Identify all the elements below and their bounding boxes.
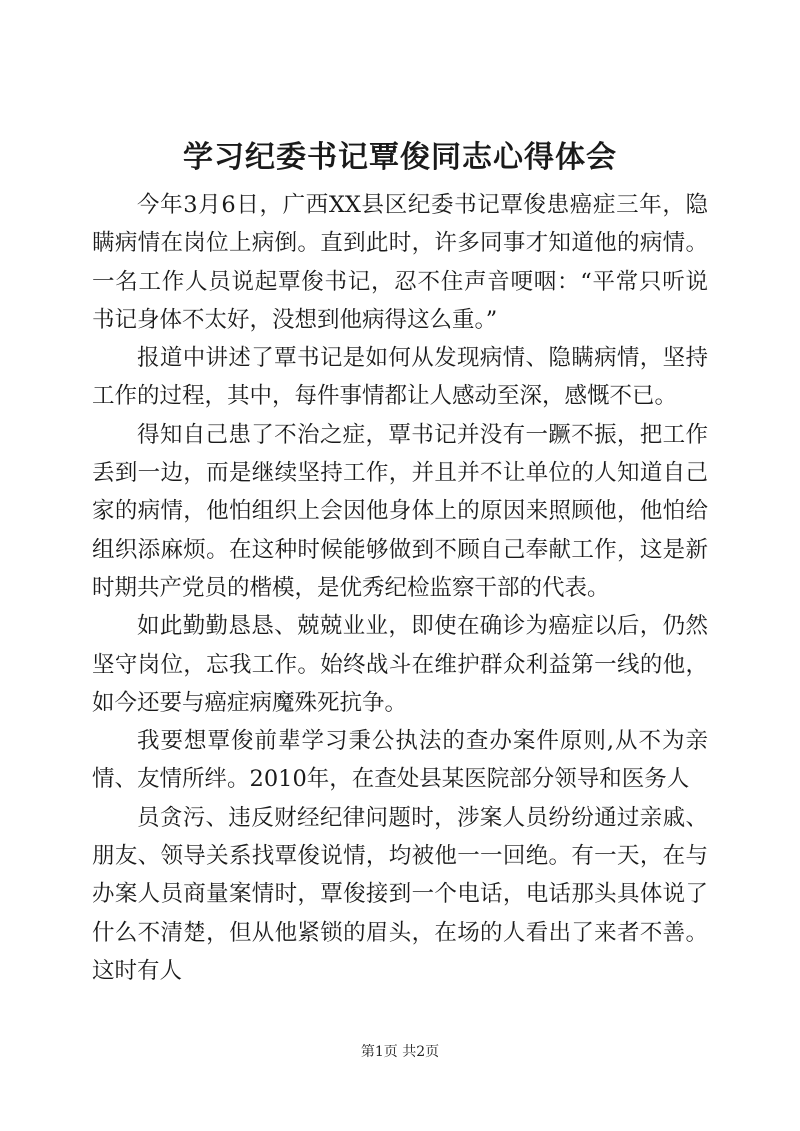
paragraph: 员贪污、违反财经纪律问题时，涉案人员纷纷通过亲戚、朋友、领导关系找覃俊说情，均被他一一回绝。有一天，在与办案人员商量案情时，覃俊接到一个电话，电话那头具体说了什么不清楚，但从他紧锁的眉头，在场的人看出了来者不善。这时有人 <box>92 804 708 984</box>
document-body <box>92 186 708 990</box>
paragraph: 得知自己患了不治之症，覃书记并没有一蹶不振，把工作丢到一边，而是继续坚持工作，并且并不让单位的人知道自己家的病情，他怕组织上会因他身体上的原因来照顾他，他怕给组织添麻烦。在这种时候能够做到不顾自己奉献工作，这是新时期共产党员的楷模，是优秀纪检监察干部的代表。 <box>92 421 708 601</box>
paragraph: 今年3月6日，广西XX县区纪委书记覃俊患癌症三年，隐瞒病情在岗位上病倒。直到此时，许多同事才知道他的病情。一名工作人员说起覃俊书记，忍不住声音哽咽：“平常只听说书记身体不太好，没想到他病得这么重。” <box>92 192 708 333</box>
paragraph: 如此勤勤恳恳、兢兢业业，即使在确诊为癌症以后，仍然坚守岗位，忘我工作。始终战斗在维护群众利益第一线的他，如今还要与癌症病魔殊死抗争。 <box>92 613 708 716</box>
page-number-footer: 第1页 共2页 <box>360 1044 440 1060</box>
paragraph: 报道中讲述了覃书记是如何从发现病情、隐瞒病情，坚持工作的过程，其中，每件事情都让人感动至深，感慨不已。 <box>92 345 708 410</box>
document-title: 学习纪委书记覃俊同志心得体会 <box>183 140 617 175</box>
paragraph: 我要想覃俊前辈学习秉公执法的查办案件原则,从不为亲情、友情所绊。2010年，在查处县某医院部分领导和医务人 <box>92 728 708 793</box>
